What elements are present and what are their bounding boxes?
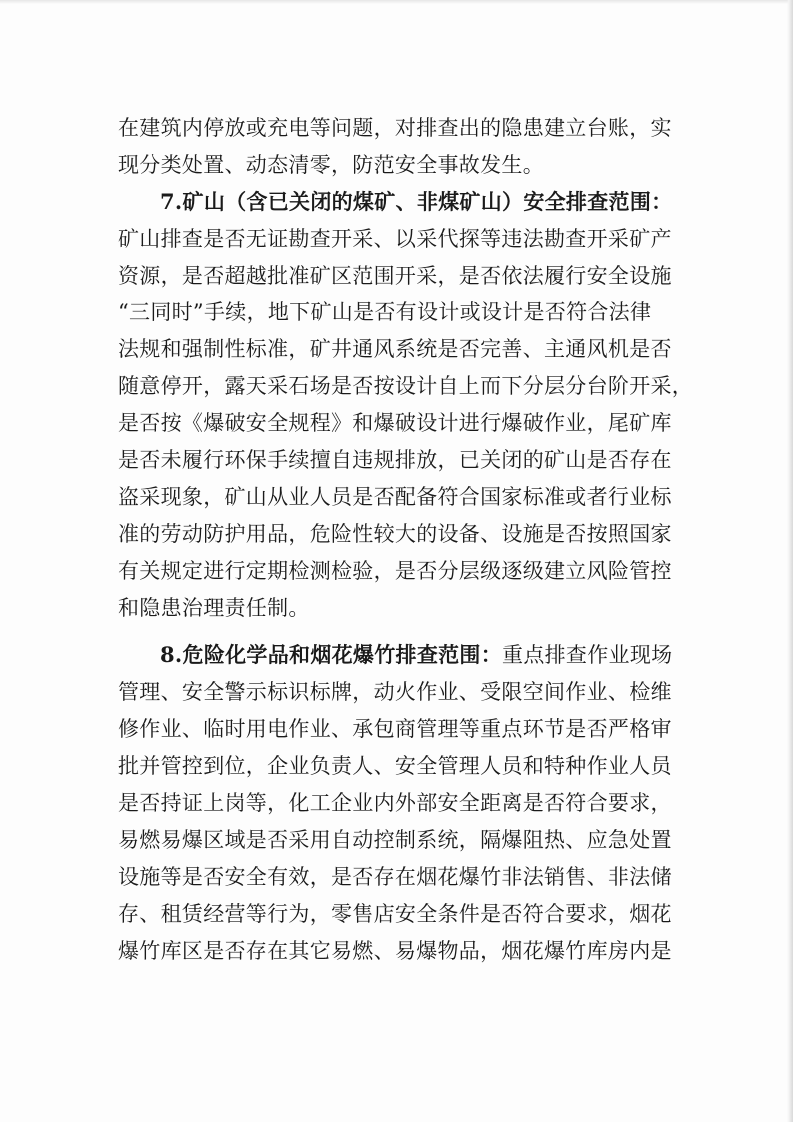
body-line: 盗采现象，矿山从业人员是否配备符合国家标准或者行业标 xyxy=(118,484,672,509)
body-line: 矿山排查是否无证勘查开采、以采代探等违法勘查开采矿产 xyxy=(118,226,672,251)
body-line: 资源，是否超越批准矿区范围开采，是否依法履行安全设施 xyxy=(118,263,672,288)
scan-top-edge xyxy=(0,0,793,4)
body-line: 和隐患治理责任制。 xyxy=(118,595,310,620)
body-line: 随意停开，露天采石场是否按设计自上而下分层分台阶开采， xyxy=(118,374,694,399)
body-line: 管理、安全警示标识标牌，动火作业、受限空间作业、检维 xyxy=(118,680,672,705)
section-heading-line-chemicals xyxy=(118,637,678,674)
paragraph-spacer xyxy=(118,626,678,637)
body-line: 修作业、临时用电作业、承包商管理等重点环节是否严格审 xyxy=(118,717,672,742)
body-line: 是否未履行环保手续擅自违规排放，已关闭的矿山是否存在 xyxy=(118,448,672,473)
document-body xyxy=(118,110,694,969)
body-line: 批并管控到位，企业负责人、安全管理人员和特种作业人员 xyxy=(118,754,672,779)
scan-right-edge xyxy=(787,0,793,1122)
body-line: 设施等是否安全有效，是否存在烟花爆竹非法销售、非法储 xyxy=(118,864,672,889)
body-line: 准的劳动防护用品，危险性较大的设备、设施是否按照国家 xyxy=(118,521,672,546)
section-heading-chemicals: 8.危险化学品和烟花爆竹排查范围： xyxy=(160,642,503,668)
body-line: 现分类处置、动态清零，防范安全事故发生。 xyxy=(118,152,544,177)
body-line: 在建筑内停放或充电等问题，对排查出的隐患建立台账，实 xyxy=(118,116,672,140)
body-line: 易燃易爆区域是否采用自动控制系统，隔爆阻热、应急处置 xyxy=(118,827,672,852)
heading-tail-text: 重点排查作业现场 xyxy=(502,643,673,668)
body-line: 有关规定进行定期检测检验，是否分层级逐级建立风险管控 xyxy=(118,558,672,583)
section-heading-mines: 7.矿山（含已关闭的煤矿、非煤矿山）安全排查范围： xyxy=(160,188,673,214)
body-line: 法规和强制性标准，矿井通风系统是否完善、主通风机是否 xyxy=(118,337,672,362)
body-line: 爆竹库区是否存在其它易燃、易爆物品，烟花爆竹库房内是 xyxy=(118,938,672,963)
body-line: 是否按《爆破安全规程》和爆破设计进行爆破作业，尾矿库 xyxy=(118,411,672,436)
body-line: 是否持证上岗等，化工企业内外部安全距离是否符合要求， xyxy=(118,791,672,816)
body-line: 存、租赁经营等行为，零售店安全条件是否符合要求，烟花 xyxy=(118,901,672,926)
body-line: “三同时”手续，地下矿山是否有设计或设计是否符合法律 xyxy=(118,300,652,325)
